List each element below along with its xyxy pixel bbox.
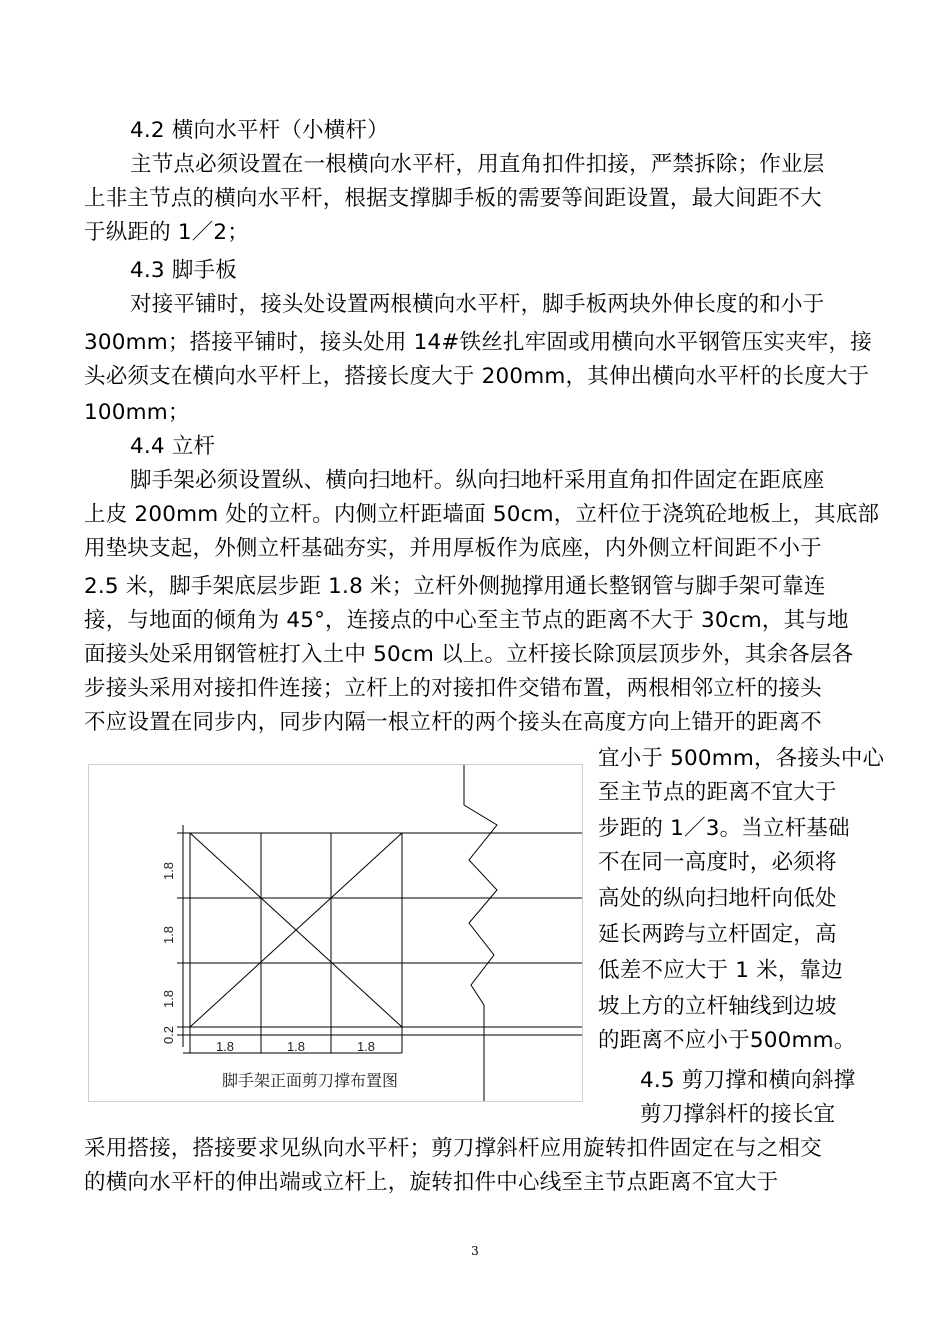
paragraph-line: 2.5 米，脚手架底层步距 1.8 米；立杆外侧抛撑用通长整钢管与脚手架可靠连 (84, 574, 826, 599)
paragraph-line: 头必须支在横向水平杆上，搭接长度大于 200mm，其伸出横向水平杆的长度大于 (84, 364, 870, 389)
paragraph-line: 上皮 200mm 处的立杆。内侧立杆距墙面 50cm，立杆位于浇筑砼地板上，其底部 (84, 502, 880, 527)
paragraph-line: 300mm；搭接平铺时，接头处用 14#铁丝扎牢固或用横向水平钢管压实夹牢，接 (84, 330, 872, 355)
dimension-label: 1.8 (161, 925, 176, 945)
paragraph-line: 面接头处采用钢管桩打入土中 50cm 以上。立杆接长除顶层顶步外，其余各层各 (84, 642, 854, 667)
paragraph-line: 接，与地面的倾角为 45°，连接点的中心至主节点的距离不大于 30cm，其与地 (84, 608, 849, 633)
paragraph-line: 高处的纵向扫地杆向低处 (598, 886, 837, 911)
figure-caption: 脚手架正面剪刀撑布置图 (221, 1073, 399, 1090)
section-4-4-heading: 4.4 立杆 (130, 434, 216, 459)
section-4-2-heading: 4.2 横向水平杆（小横杆） (130, 118, 389, 143)
scaffold-bracing-figure (88, 764, 583, 1102)
paragraph-line: 不应设置在同步内，同步内隔一根立杆的两个接头在高度方向上错开的距离不 (84, 710, 822, 735)
paragraph-line: 的横向水平杆的伸出端或立杆上，旋转扣件中心线至主节点距离不宜大于 (84, 1170, 779, 1195)
paragraph-line: 坡上方的立杆轴线到边坡 (598, 994, 837, 1019)
break-line (464, 765, 497, 1101)
paragraph-line: 不在同一高度时，必须将 (598, 850, 837, 875)
paragraph-line: 脚手架必须设置纵、横向扫地杆。纵向扫地杆采用直角扣件固定在距底座 (130, 468, 825, 493)
paragraph-line: 上非主节点的横向水平杆，根据支撑脚手板的需要等间距设置，最大间距不大 (84, 186, 822, 211)
paragraph-line: 步距的 1／3。当立杆基础 (598, 816, 850, 841)
paragraph-line: 剪刀撑斜杆的接长宜 (640, 1102, 836, 1127)
dimension-label: 1.8 (161, 861, 176, 881)
paragraph-line: 于纵距的 1／2； (84, 220, 249, 245)
paragraph-line: 步接头采用对接扣件连接；立杆上的对接扣件交错布置，两根相邻立杆的接头 (84, 676, 822, 701)
paragraph-line: 采用搭接，搭接要求见纵向水平杆；剪刀撑斜杆应用旋转扣件固定在与之相交 (84, 1136, 822, 1161)
dimension-label: 1.8 (286, 1039, 306, 1054)
section-4-5-heading: 4.5 剪刀撑和横向斜撑 (640, 1068, 856, 1093)
paragraph-line: 对接平铺时，接头处设置两根横向水平杆，脚手板两块外伸长度的和小于 (130, 292, 825, 317)
paragraph-line: 宜小于 500mm，各接头中心 (598, 746, 885, 771)
scaffold-diagram (89, 765, 582, 1101)
paragraph-line: 100mm； (84, 400, 190, 425)
dimension-label: 1.8 (215, 1039, 235, 1054)
paragraph-line: 的距离不应小于500mm。 (598, 1028, 856, 1053)
section-4-3-heading: 4.3 脚手板 (130, 258, 237, 283)
dimension-label: 1.8 (161, 989, 176, 1009)
paragraph-line: 主节点必须设置在一根横向水平杆，用直角扣件扣接，严禁拆除；作业层 (130, 152, 825, 177)
paragraph-line: 至主节点的距离不宜大于 (598, 780, 837, 805)
page-number: 3 (471, 1244, 479, 1258)
dimension-label: 0.2 (161, 1025, 176, 1045)
paragraph-line: 低差不应大于 1 米，靠边 (598, 958, 843, 983)
dimension-label: 1.8 (356, 1039, 376, 1054)
paragraph-line: 用垫块支起，外侧立杆基础夯实，并用厚板作为底座，内外侧立杆间距不小于 (84, 536, 822, 561)
paragraph-line: 延长两跨与立杆固定，高 (598, 922, 837, 947)
